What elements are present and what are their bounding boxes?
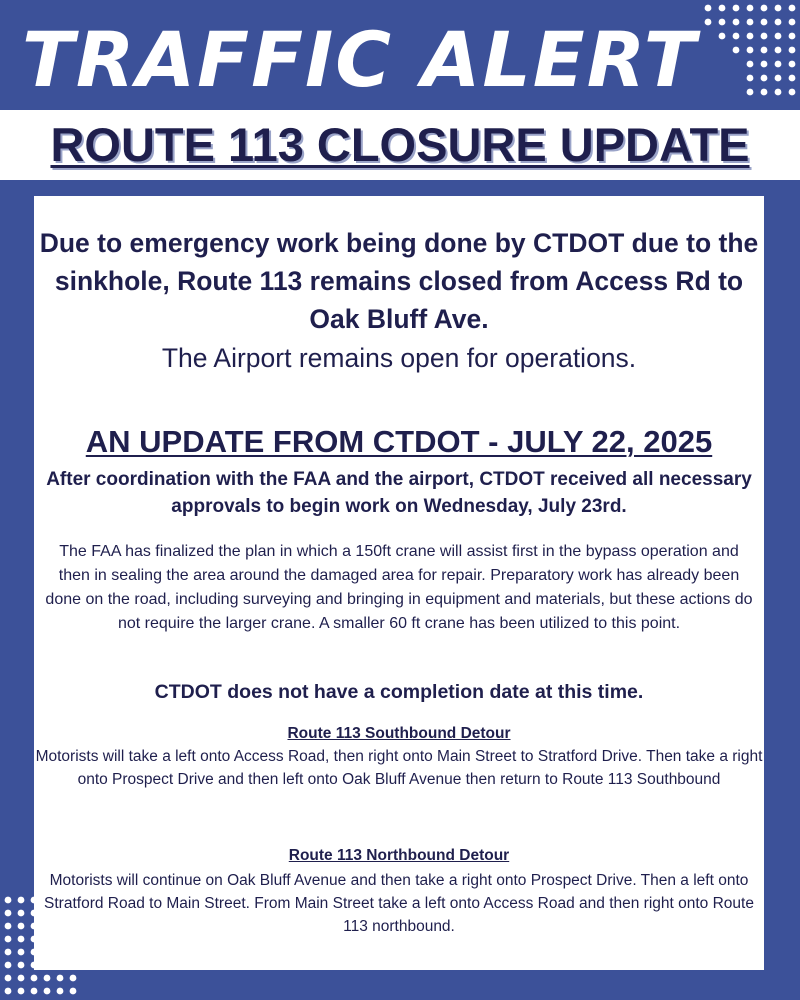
decorative-dot: [747, 5, 754, 12]
completion-note: CTDOT does not have a completion date at this time.: [154, 681, 644, 703]
decorative-dot: [5, 897, 12, 904]
page-subtitle: ROUTE 113 CLOSURE UPDATE: [50, 118, 750, 171]
update-lead-text: After coordination with the FAA and the airport, CTDOT received all necessary approvals to begin work on Wednesday, July 23rd.: [46, 469, 752, 517]
decorative-dot-pattern-top-right: [700, 0, 800, 110]
northbound-detour-title: Route 113 Northbound Detour: [288, 847, 510, 864]
decorative-dot: [5, 988, 12, 995]
decorative-dot: [44, 975, 51, 982]
decorative-dot: [18, 936, 25, 943]
decorative-dot: [789, 89, 796, 96]
decorative-dot: [5, 975, 12, 982]
decorative-dot: [747, 89, 754, 96]
decorative-dot: [775, 19, 782, 26]
decorative-dot: [70, 988, 77, 995]
decorative-dot: [775, 33, 782, 40]
decorative-dot: [719, 5, 726, 12]
decorative-dot: [775, 61, 782, 68]
decorative-dot: [18, 988, 25, 995]
airport-status: The Airport remains open for operations.: [161, 343, 637, 373]
decorative-dot: [57, 988, 64, 995]
decorative-dot: [705, 19, 712, 26]
decorative-dot: [5, 910, 12, 917]
page-headline: TRAFFIC ALERT: [22, 15, 698, 104]
decorative-dot: [18, 975, 25, 982]
decorative-dot: [747, 19, 754, 26]
southbound-detour-text: Motorists will take a left onto Access Road, then right onto Main Street to Stratford Drive. Then take a right onto Prospect Drive and then left onto Oak Bluff Avenue then return to Route 113 Southbound: [35, 748, 763, 788]
decorative-dot: [747, 75, 754, 82]
decorative-dot: [18, 910, 25, 917]
decorative-dot: [18, 923, 25, 930]
decorative-dot: [761, 75, 768, 82]
decorative-dot: [789, 75, 796, 82]
decorative-dot: [5, 962, 12, 969]
decorative-dot: [761, 89, 768, 96]
decorative-dot: [719, 19, 726, 26]
decorative-dot: [31, 988, 38, 995]
decorative-dot: [761, 61, 768, 68]
announcement-panel: [34, 196, 764, 970]
decorative-dot: [775, 5, 782, 12]
decorative-dot: [31, 975, 38, 982]
decorative-dot: [775, 75, 782, 82]
decorative-dot: [733, 19, 740, 26]
decorative-dot: [761, 47, 768, 54]
decorative-dot: [733, 33, 740, 40]
northbound-detour-text: Motorists will continue on Oak Bluff Avenue and then take a right onto Prospect Drive. Then a left onto Stratford Road to Main Street. From Main Street take a left onto Access Road and then right onto Route 113 northbound.: [44, 872, 754, 935]
decorative-dot: [70, 975, 77, 982]
closure-notice: Due to emergency work being done by CTDOT due to the sinkhole, Route 113 remains closed from Access Rd to Oak Bluff Ave.: [39, 228, 759, 334]
decorative-dot: [789, 61, 796, 68]
decorative-dot: [18, 897, 25, 904]
decorative-dot: [747, 33, 754, 40]
subtitle-band: [0, 110, 800, 180]
decorative-dot: [18, 949, 25, 956]
decorative-dot: [775, 47, 782, 54]
update-detail-text: The FAA has finalized the plan in which a 150ft crane will assist first in the bypass operation and then in sealing the area around the damaged area for repair. Preparatory work has already been done on the road, including surveying and bringing in equipment and materials, but these actions do not require the larger crane. A smaller 60 ft crane has been utilized to this point.: [45, 543, 753, 632]
decorative-dot: [761, 5, 768, 12]
decorative-dot: [719, 33, 726, 40]
decorative-dot: [5, 936, 12, 943]
decorative-dot: [733, 5, 740, 12]
update-heading: AN UPDATE FROM CTDOT - JULY 22, 2025: [85, 424, 713, 459]
decorative-dot: [733, 47, 740, 54]
decorative-dot: [789, 47, 796, 54]
decorative-dot: [57, 975, 64, 982]
decorative-dot: [775, 89, 782, 96]
decorative-dot: [789, 5, 796, 12]
decorative-dot: [5, 949, 12, 956]
decorative-dot: [789, 19, 796, 26]
decorative-dot: [18, 962, 25, 969]
decorative-dot: [761, 33, 768, 40]
decorative-dot: [5, 923, 12, 930]
decorative-dot: [747, 47, 754, 54]
decorative-dot: [705, 5, 712, 12]
decorative-dot: [761, 19, 768, 26]
decorative-dot: [747, 61, 754, 68]
decorative-dot: [44, 988, 51, 995]
decorative-dot: [789, 33, 796, 40]
southbound-detour-title: Route 113 Southbound Detour: [287, 725, 511, 742]
